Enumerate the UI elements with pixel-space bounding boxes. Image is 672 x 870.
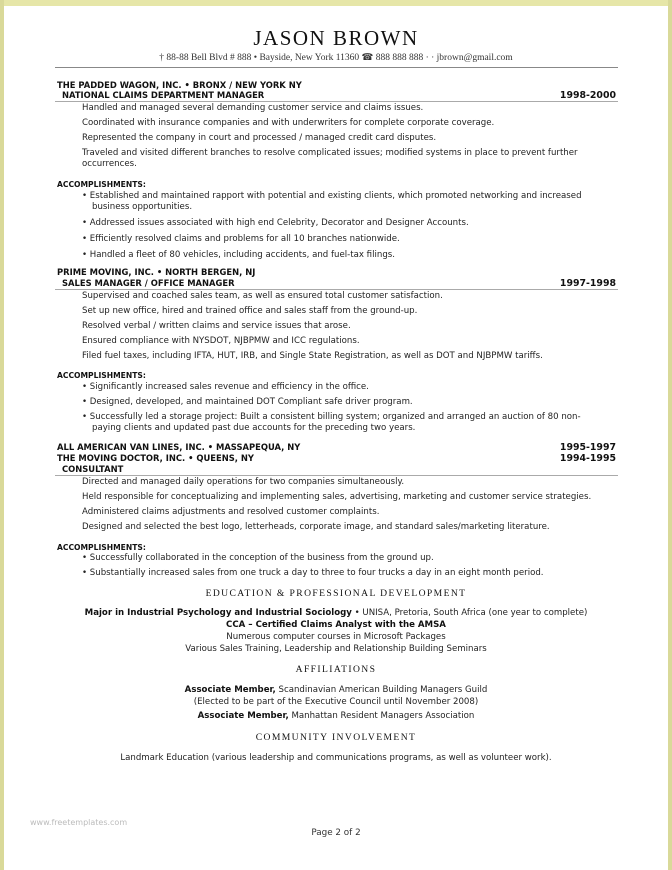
job1-accomplishments-heading: ACCOMPLISHMENTS: xyxy=(57,180,146,189)
page-number: Page 2 of 2 xyxy=(311,828,361,838)
job1-role: NATIONAL CLAIMS DEPARTMENT MANAGER xyxy=(62,90,265,100)
job2-duty: Set up new office, hired and trained office and sales staff from the ground-up. xyxy=(82,306,418,316)
job2-role: SALES MANAGER / OFFICE MANAGER xyxy=(62,278,235,288)
affiliation-line-3 xyxy=(0,711,672,722)
affiliation-line-1 xyxy=(0,685,672,696)
job3-duty: Held responsible for conceptualizing and implementing sales, advertising, marketing and customer service strategies. xyxy=(82,492,592,502)
affiliation-role: Associate Member, xyxy=(197,711,289,721)
education-title: EDUCATION & PROFESSIONAL DEVELOPMENT xyxy=(205,588,467,599)
job1-accomplishment: business opportunities. xyxy=(92,202,193,212)
education-line-seminars: Various Sales Training, Leadership and Relationship Building Seminars xyxy=(185,644,487,654)
affiliations-title: AFFILIATIONS xyxy=(295,664,377,675)
job3-accomplishment: • Successfully collaborated in the conception of the business from the ground up. xyxy=(82,553,434,563)
job2-accomplishment: paying clients and updated past due accounts for the preceding two years. xyxy=(92,423,416,433)
job1-years: 1998-2000 xyxy=(559,90,616,101)
job2-accomplishment: • Successfully led a storage project: Built a consistent billing system; organized and arranged an auction of 80 non- xyxy=(82,412,581,422)
affiliation-org: Manhattan Resident Managers Association xyxy=(288,711,475,721)
education-line-computer: Numerous computer courses in Microsoft Packages xyxy=(226,632,446,642)
job1-company: THE PADDED WAGON, INC. • BRONX / NEW YORK NY xyxy=(57,80,302,90)
job3-accomplishments-heading: ACCOMPLISHMENTS: xyxy=(57,543,146,552)
job3-divider xyxy=(55,475,618,476)
education-certification: CCA – Certified Claims Analyst with the AMSA xyxy=(226,620,446,630)
job3-role: CONSULTANT xyxy=(62,464,124,474)
job1-accomplishment: • Efficiently resolved claims and problems for all 10 branches nationwide. xyxy=(82,234,400,244)
job3-years: 1995-1997 xyxy=(559,442,616,453)
job3-accomplishment: • Substantially increased sales from one truck a day to three to four trucks a day in an eight month period. xyxy=(82,568,544,578)
job1-duty: Coordinated with insurance companies and with underwriters for complete corporate coverage. xyxy=(82,118,495,128)
job2-company: PRIME MOVING, INC. • NORTH BERGEN, NJ xyxy=(57,267,256,277)
job1-duty: Traveled and visited different branches to resolve complicated issues; modified systems in place to prevent further xyxy=(82,148,578,158)
affiliation-org: Scandinavian American Building Managers Guild xyxy=(275,685,488,695)
job3-duty: Designed and selected the best logo, letterheads, corporate image, and standard sales/marketing literature. xyxy=(82,522,550,532)
watermark-text: www.freetemplates.com xyxy=(30,818,128,827)
education-degree: Major in Industrial Psychology and Industrial Sociology xyxy=(84,608,352,618)
job3-years2: 1994-1995 xyxy=(559,453,616,464)
page-top-border xyxy=(0,0,672,6)
affiliation-line-2: (Elected to be part of the Executive Council until November 2008) xyxy=(193,697,479,707)
job1-duty: Represented the company in court and processed / managed credit card disputes. xyxy=(82,133,437,143)
job3-company2: THE MOVING DOCTOR, INC. • QUEENS, NY xyxy=(57,453,254,463)
job1-duty: Handled and managed several demanding customer service and claims issues. xyxy=(82,103,424,113)
education-line-cca xyxy=(0,620,672,631)
job3-duty: Administered claims adjustments and resolved customer complaints. xyxy=(82,507,380,517)
job1-divider xyxy=(55,101,618,102)
job2-duty: Ensured compliance with NYSDOT, NJBPMW and ICC regulations. xyxy=(82,336,360,346)
job1-accomplishment: • Established and maintained rapport with potential and existing clients, which promoted networking and increased xyxy=(82,191,582,201)
job2-divider xyxy=(55,289,618,290)
contact-info: † 88-88 Bell Blvd # 888 • Bayside, New York 11360 ☎ 888 888 888 · · jbrown@gmail.com xyxy=(159,53,513,63)
resume-name: JASON BROWN xyxy=(253,26,419,50)
job1-accomplishment: • Handled a fleet of 80 vehicles, including accidents, and fuel-tax filings. xyxy=(82,250,395,260)
job2-duty: Resolved verbal / written claims and service issues that arose. xyxy=(82,321,351,331)
job1-accomplishment: • Addressed issues associated with high end Celebrity, Decorator and Designer Accounts. xyxy=(82,218,469,228)
job3-company: ALL AMERICAN VAN LINES, INC. • MASSAPEQUA, NY xyxy=(57,442,301,452)
education-school: • UNISA, Pretoria, South Africa (one year to complete) xyxy=(351,608,588,618)
affiliation-role: Associate Member, xyxy=(184,685,276,695)
community-line: Landmark Education (various leadership and communications programs, as well as volunteer work). xyxy=(120,753,552,763)
job2-duty: Filed fuel taxes, including IFTA, HUT, IRB, and Single State Registration, as well as DOT and NJBPMW tariffs. xyxy=(82,351,543,361)
job2-accomplishment: • Significantly increased sales revenue and efficiency in the office. xyxy=(82,382,369,392)
job2-duty: Supervised and coached sales team, as well as ensured total customer satisfaction. xyxy=(82,291,443,301)
job1-duty: occurrences. xyxy=(82,159,137,169)
job2-accomplishment: • Designed, developed, and maintained DOT Compliant safe driver program. xyxy=(82,397,413,407)
header-divider xyxy=(55,67,618,68)
job2-years: 1997-1998 xyxy=(559,278,616,289)
community-title: COMMUNITY INVOLVEMENT xyxy=(255,732,417,743)
education-line-degree xyxy=(0,608,672,619)
job3-duty: Directed and managed daily operations for two companies simultaneously. xyxy=(82,477,405,487)
job2-accomplishments-heading: ACCOMPLISHMENTS: xyxy=(57,371,146,380)
